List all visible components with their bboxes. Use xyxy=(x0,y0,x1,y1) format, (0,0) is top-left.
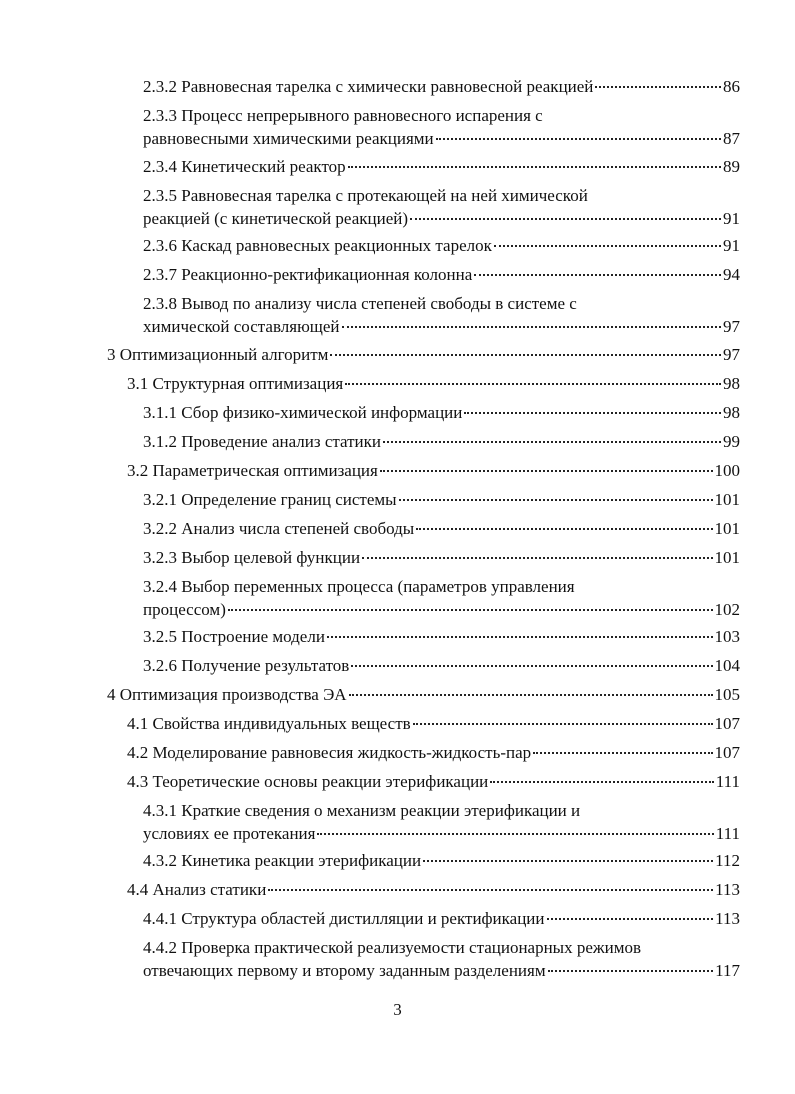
toc-entry-title: 4.1 Свойства индивидуальных веществ xyxy=(127,714,411,733)
toc-entry[interactable] xyxy=(143,155,740,178)
toc-entry[interactable] xyxy=(143,625,740,648)
toc-entry-page: 107 xyxy=(714,714,740,733)
dot-leader xyxy=(474,274,721,276)
dot-leader xyxy=(228,609,713,611)
toc-entry-title: 4 Оптимизация производства ЭА xyxy=(107,685,347,704)
dot-leader xyxy=(490,781,713,783)
dot-leader xyxy=(342,326,722,328)
toc-entry-title: 4.4 Анализ статики xyxy=(127,880,267,899)
toc-entry-title: отвечающих первому и второму заданным разделениям xyxy=(143,961,546,980)
toc-entry[interactable] xyxy=(127,770,740,793)
toc-entry-row xyxy=(143,822,740,845)
dot-leader xyxy=(351,665,712,667)
toc-entry[interactable] xyxy=(143,184,740,230)
toc-entry-title: равновесными химическими реакциями xyxy=(143,129,434,148)
toc-entry-page: 86 xyxy=(723,77,740,96)
dot-leader xyxy=(416,528,712,530)
toc-entry-page: 89 xyxy=(723,157,740,176)
toc-entry-page: 101 xyxy=(714,519,740,538)
toc-entry-page: 103 xyxy=(714,627,740,646)
toc-entry-title: 4.3 Теоретические основы реакции этерификации xyxy=(127,772,489,791)
toc-entry-page: 111 xyxy=(715,824,740,843)
toc-entry-row xyxy=(143,625,740,648)
toc-entry-row xyxy=(143,315,740,338)
toc-entry-title: 3.2.1 Определение границ системы xyxy=(143,490,397,509)
toc-entry-title: реакцией (с кинетической реакцией) xyxy=(143,209,408,228)
toc-entry[interactable] xyxy=(143,430,740,453)
toc-entry-title: условиях ее протекания xyxy=(143,824,316,843)
toc-entry-row xyxy=(143,546,740,569)
toc-entry-row xyxy=(143,207,740,230)
toc-entry-page: 87 xyxy=(723,129,740,148)
page-number: 3 xyxy=(393,1000,402,1019)
toc-entry-title-line1: 4.3.1 Краткие сведения о механизм реакции этерификации и xyxy=(143,801,581,820)
toc-entry[interactable] xyxy=(143,488,740,511)
toc-entry-title: 3.2.2 Анализ числа степеней свободы xyxy=(143,519,415,538)
toc-entry-page: 101 xyxy=(714,490,740,509)
dot-leader xyxy=(349,694,713,696)
toc-entry[interactable] xyxy=(127,741,740,764)
dot-leader xyxy=(362,557,712,559)
toc-entry-page: 97 xyxy=(723,317,740,336)
toc-entry-title: 3.2.3 Выбор целевой функции xyxy=(143,548,361,567)
toc-entry-page: 112 xyxy=(715,851,740,870)
toc-entry-page: 91 xyxy=(723,209,740,228)
toc-entry-title: процессом) xyxy=(143,600,226,619)
toc-entry-title: 2.3.4 Кинетический реактор xyxy=(143,157,346,176)
toc-entry-title: 4.4.1 Структура областей дистилляции и ректификации xyxy=(143,909,545,928)
toc-entry[interactable] xyxy=(127,878,740,901)
toc-entry-title-line1: 2.3.5 Равновесная тарелка с протекающей на ней химической xyxy=(143,186,588,205)
dot-leader xyxy=(327,636,713,638)
toc-entry-page: 105 xyxy=(714,685,740,704)
toc-entry-row xyxy=(143,488,740,511)
toc-entry-row xyxy=(127,372,740,395)
toc-entry-title: 2.3.6 Каскад равновесных реакционных тарелок xyxy=(143,236,492,255)
toc-entry[interactable] xyxy=(143,546,740,569)
toc-entry-row xyxy=(143,263,740,286)
toc-entry[interactable] xyxy=(143,575,740,621)
toc-entry-page: 117 xyxy=(715,961,740,980)
dot-leader xyxy=(547,918,714,920)
dot-leader xyxy=(330,354,721,356)
toc-entry[interactable] xyxy=(143,517,740,540)
toc-entry-row xyxy=(127,741,740,764)
toc-entry-title: 3.2.6 Получение результатов xyxy=(143,656,350,675)
toc-entry-row xyxy=(143,234,740,257)
toc-entry-page: 113 xyxy=(715,909,740,928)
dot-leader xyxy=(268,889,713,891)
toc-entry-page: 100 xyxy=(714,461,740,480)
toc-entry-page: 111 xyxy=(715,772,740,791)
toc-entry-row xyxy=(107,683,740,706)
toc-entry-page: 102 xyxy=(714,600,740,619)
toc-entry[interactable] xyxy=(143,234,740,257)
dot-leader xyxy=(533,752,712,754)
dot-leader xyxy=(317,833,713,835)
toc-entry-row xyxy=(127,712,740,735)
dot-leader xyxy=(423,860,713,862)
toc-entry-page: 113 xyxy=(715,880,740,899)
toc-entry-title-line1: 2.3.8 Вывод по анализу числа степеней свободы в системе с xyxy=(143,294,577,313)
toc-entry[interactable] xyxy=(143,75,740,98)
toc-entry-title: 3 Оптимизационный алгоритм xyxy=(107,345,329,364)
toc-entry[interactable] xyxy=(127,459,740,482)
toc-entry-page: 98 xyxy=(723,403,740,422)
dot-leader xyxy=(348,166,721,168)
dot-leader xyxy=(413,723,713,725)
toc-entry-row xyxy=(127,770,740,793)
toc-entry-title: 3.1 Структурная оптимизация xyxy=(127,374,344,393)
toc-entry-row xyxy=(143,155,740,178)
toc-entry-row xyxy=(143,430,740,453)
toc-entry-page: 99 xyxy=(723,432,740,451)
dot-leader xyxy=(399,499,713,501)
dot-leader xyxy=(410,218,721,220)
toc-entry-row xyxy=(143,401,740,424)
toc-entry-title: 4.2 Моделирование равновесия жидкость-жидкость-пар xyxy=(127,743,532,762)
toc-entry-row xyxy=(143,849,740,872)
toc-entry-title: 3.2.5 Построение модели xyxy=(143,627,325,646)
toc-entry-row xyxy=(143,907,740,930)
toc-entry-row xyxy=(143,127,740,150)
toc-entry[interactable] xyxy=(143,654,740,677)
toc-entry[interactable] xyxy=(107,683,740,706)
toc-entry-row xyxy=(143,75,740,98)
toc-entry-title: химической составляющей xyxy=(143,317,340,336)
toc-entry-page: 101 xyxy=(714,548,740,567)
toc-entry-page: 107 xyxy=(714,743,740,762)
toc-entry[interactable] xyxy=(143,104,740,150)
toc-entry-page: 91 xyxy=(723,236,740,255)
dot-leader xyxy=(595,86,721,88)
toc-entry-page: 98 xyxy=(723,374,740,393)
toc-entry[interactable] xyxy=(143,401,740,424)
toc-entry-page: 97 xyxy=(723,345,740,364)
dot-leader xyxy=(436,138,721,140)
toc-entry-page: 104 xyxy=(714,656,740,675)
dot-leader xyxy=(383,441,721,443)
toc-entry-title: 3.1.2 Проведение анализ статики xyxy=(143,432,382,451)
toc-entry-row xyxy=(127,878,740,901)
toc-entry[interactable] xyxy=(143,799,740,845)
toc-entry-row xyxy=(107,343,740,366)
dot-leader xyxy=(548,970,714,972)
toc-entry-row xyxy=(143,654,740,677)
toc-entry[interactable] xyxy=(127,712,740,735)
toc-entry-title: 2.3.2 Равновесная тарелка с химически равновесной реакцией xyxy=(143,77,594,96)
toc-entry-title: 3.1.1 Сбор физико-химической информации xyxy=(143,403,463,422)
toc-entry[interactable] xyxy=(143,907,740,930)
toc-entry-row xyxy=(143,598,740,621)
toc-entry-row xyxy=(127,459,740,482)
toc-entry[interactable] xyxy=(143,263,740,286)
toc-entry-title: 2.3.7 Реакционно-ректификационная колонна xyxy=(143,265,473,284)
toc-entry[interactable] xyxy=(143,936,740,982)
dot-leader xyxy=(345,383,721,385)
toc-entry-title-line1: 4.4.2 Проверка практической реализуемости стационарных режимов xyxy=(143,938,642,957)
dot-leader xyxy=(464,412,721,414)
toc-entry-title: 4.3.2 Кинетика реакции этерификации xyxy=(143,851,422,870)
toc-entry-title: 3.2 Параметрическая оптимизация xyxy=(127,461,378,480)
dot-leader xyxy=(494,245,721,247)
toc-entry[interactable] xyxy=(143,292,740,338)
toc-entry-row xyxy=(143,517,740,540)
toc-entry-row xyxy=(143,959,740,982)
toc-entry-title-line1: 2.3.3 Процесс непрерывного равновесного испарения с xyxy=(143,106,543,125)
toc-entry[interactable] xyxy=(127,372,740,395)
toc-entry[interactable] xyxy=(107,343,740,366)
dot-leader xyxy=(380,470,713,472)
toc-entry-page: 94 xyxy=(723,265,740,284)
toc-entry[interactable] xyxy=(143,849,740,872)
toc-entry-title-line1: 3.2.4 Выбор переменных процесса (параметров управления xyxy=(143,577,575,596)
